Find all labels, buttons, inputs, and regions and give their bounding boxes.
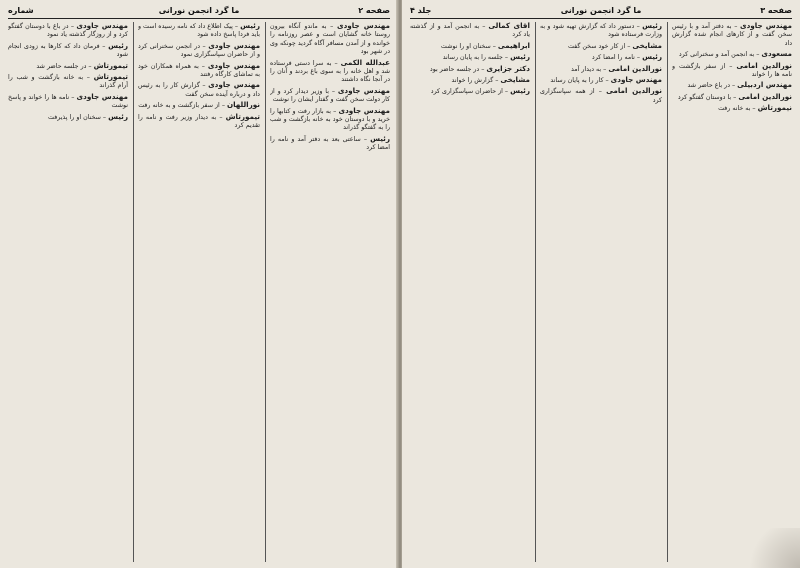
right-running-head: [410, 4, 792, 19]
entry-heading: مهندس جاودی: [76, 22, 128, 30]
entry-body: گزارش کار را به رئیس داد و درباره آینده سخن گفت: [138, 82, 260, 98]
left-column-3: [8, 22, 128, 562]
article-entry: مهندس جاودی – نامه ها را خواند و پاسخ نوشت: [8, 91, 128, 110]
right-column-2: [540, 22, 662, 562]
left-page: [0, 0, 398, 568]
page-corner-shadow: [740, 528, 800, 568]
entry-body: از حاضران سپاسگزاری کرد: [430, 88, 503, 96]
article-entry: دکتر جزایری – در جلسه حاضر بود: [429, 63, 530, 73]
article-entry: مهندس جاودی – به دفتر آمد و با رئیس سخن گفت و از کارهای انجام شده گزارش داد: [672, 22, 792, 47]
entry-body: در باغ حاضر شد: [687, 82, 730, 90]
entry-body: ساعتی بعد به دفتر آمد و نامه را امضا کرد: [270, 135, 390, 152]
entry-body: با وزیر دیدار کرد و از کار دولت سخن گفت و گفتار ایشان را نوشت: [270, 87, 390, 104]
entry-heading: مهندس جاودی: [76, 91, 128, 101]
right-column-1: [672, 22, 792, 562]
right-page: [402, 0, 800, 568]
article-entry: تیمورتاش – به دیدار وزیر رفت و نامه را تقدیم کرد: [138, 111, 260, 130]
article-entry: رئیس – نامه را امضا کرد: [591, 52, 662, 62]
entry-heading: رئیس: [642, 52, 662, 62]
column-divider: [133, 22, 134, 562]
entry-heading: تیمورتاش: [93, 72, 128, 82]
entry-body: از سفر بازگشت و به خانه رفت: [138, 102, 220, 110]
article-entry: تیمورتاش – در جلسه حاضر شد: [36, 60, 128, 70]
column-divider: [535, 22, 536, 562]
article-entry: نورالدین امامی – به دیدار آمد: [570, 63, 662, 73]
article-entry: نیمورتاش – به خانه رفت: [718, 103, 792, 113]
entry-heading: نورالدین امامی: [736, 60, 792, 70]
article-entry: مهندس جاودی – به همراه همکاران خود به تماشای کارگاه رفتند: [138, 60, 260, 79]
entry-body: به ماندو آنگاه بیرون روستا خانه گشایان است و عصر روزنامه را خوانده و از آمدن مسافر آگاه گردید چونکه وی در شهر بود: [270, 23, 390, 56]
column-divider: [265, 22, 266, 562]
entry-body: به خانه رفت: [718, 105, 751, 113]
entry-body: دستور داد که گزارش تهیه شود و به وزارت فرستاده شود: [540, 23, 662, 39]
entry-heading: نورالدین امامی: [608, 63, 662, 73]
article-entry: مسعودی – به انجمن آمد و سخنرانی کرد: [678, 49, 792, 59]
entry-heading: مشایخی: [500, 75, 530, 85]
article-entry: تیمورتاش – به خانه بازگشت و شب را آرام گذراند: [8, 72, 128, 90]
article-entry: مشایخی – گزارش را خواند: [451, 75, 530, 85]
entry-heading: رئیس: [370, 133, 390, 143]
article-entry: رئیس – دستور داد که گزارش تهیه شود و به وزارت فرستاده شود: [540, 22, 662, 39]
article-entry: نورالدین امامی – از همه سپاسگزاری کرد: [540, 86, 662, 104]
entry-heading: رئیس: [108, 111, 128, 121]
entry-heading: آقای کمالی: [488, 22, 530, 30]
article-entry: رئیس – ساعتی بعد به دفتر آمد و نامه را امضا کرد: [270, 133, 390, 152]
entry-body: در انجمن سخنرانی کرد و از حاضران سپاسگزاری نمود: [138, 42, 260, 59]
entry-body: نامه ها را خواند و پاسخ نوشت: [8, 93, 128, 110]
article-entry: مهندس اردبیلی – در باغ حاضر شد: [687, 80, 792, 90]
entry-heading: نوراللهان: [226, 100, 260, 110]
entry-heading: تیمورتاش: [93, 60, 128, 70]
article-entry: نوراللهان – از سفر بازگشت و به خانه رفت: [138, 100, 260, 110]
entry-body: جلسه را به پایان رساند: [442, 54, 503, 62]
entry-body: در جلسه حاضر شد: [36, 62, 87, 70]
left-column-1: [270, 22, 390, 562]
entry-heading: عبدالله الکمی: [340, 57, 390, 67]
entry-heading: مشایخی: [632, 40, 662, 50]
left-page-label: صفحه ۲: [358, 6, 390, 15]
entry-body: سخنان او را نوشت: [440, 42, 491, 50]
left-sheet-label: شماره: [8, 6, 34, 15]
entry-body: به انجمن آمد و سخنرانی کرد: [678, 51, 755, 59]
left-running-head: [8, 4, 390, 19]
entry-body: به خانه بازگشت و شب را آرام گذراند: [8, 74, 128, 90]
right-column-3: [410, 22, 530, 562]
entry-heading: مهندس جاودی: [740, 22, 792, 30]
entry-heading: رئیس: [642, 22, 662, 30]
article-entry: رئیس – سخنان او را پذیرفت: [48, 111, 128, 121]
entry-heading: مهندس اردبیلی: [737, 80, 792, 90]
entry-heading: مهندس جاودی: [337, 22, 390, 30]
entry-body: سخنان او را پذیرفت: [48, 113, 101, 121]
article-entry: عبدالله الکمی – به سرا دستی فرستاده شد و اهل خانه را به سوی باغ بردند و آنان را در آنجا نگاه داشتند: [270, 57, 390, 84]
entry-heading: رئیس: [510, 86, 530, 96]
article-entry: نورالدین امامی – با دوستان گفتگو کرد: [677, 91, 792, 101]
entry-body: از کار خود سخن گفت: [568, 42, 626, 50]
entry-heading: رئیس: [240, 22, 260, 30]
entry-heading: مهندس جاودی: [338, 105, 390, 115]
entry-heading: مهندس جاودی: [208, 40, 260, 50]
article-entry: آقای کمالی – به انجمن آمد و از گذشته یاد کرد: [410, 22, 530, 39]
entry-body: پیک اطلاع داد که نامه رسیده است و باید فردا پاسخ داده شود: [138, 23, 260, 39]
left-column-2: [138, 22, 260, 562]
entry-body: به همراه همکاران خود به تماشای کارگاه رفتند: [138, 62, 260, 79]
article-entry: نورالدین امامی – از سفر بازگشت و نامه ها را خواند: [672, 60, 792, 79]
right-page-label: صفحه ۳: [760, 6, 792, 15]
article-entry: رئیس – فرمان داد که کارها به زودی انجام شود: [8, 40, 128, 59]
article-entry: ابراهیمی – سخنان او را نوشت: [440, 40, 530, 50]
entry-heading: رئیس: [108, 40, 128, 50]
entry-body: به سرا دستی فرستاده شد و اهل خانه را به سوی باغ بردند و آنان را در آنجا نگاه داشتند: [270, 59, 390, 84]
entry-heading: رئیس: [510, 52, 530, 62]
article-entry: مهندس جاودی – با وزیر دیدار کرد و از کار دولت سخن گفت و گفتار ایشان را نوشت: [270, 85, 390, 104]
entry-body: به بازار رفت و کتابها را خرید و با دوستان خود به خانه بازگشت و شب را به گفتگو گذراند: [270, 107, 390, 132]
entry-body: به دیدار وزیر رفت و نامه را تقدیم کرد: [138, 113, 260, 130]
article-entry: رئیس – جلسه را به پایان رساند: [442, 52, 530, 62]
left-running-title: ما گرد انجمن نورانی: [158, 6, 240, 15]
article-entry: مهندس جاودی – گزارش کار را به رئیس داد و درباره آینده سخن گفت: [138, 80, 260, 98]
entry-heading: تیمورتاش: [225, 111, 260, 121]
entry-body: نامه را امضا کرد: [591, 54, 635, 62]
entry-heading: مهندس جاودی: [610, 75, 662, 85]
entry-heading: مهندس جاودی: [207, 60, 260, 70]
entry-body: در جلسه حاضر بود: [429, 65, 480, 73]
entry-body: از همه سپاسگزاری کرد: [540, 88, 662, 104]
entry-body: فرمان داد که کارها به زودی انجام شود: [8, 42, 128, 59]
entry-body: کار را به پایان رساند: [550, 77, 604, 85]
entry-heading: نیمورتاش: [757, 103, 792, 113]
entry-body: در باغ با دوستان گفتگو کرد و از روزگار گذشته یاد نمود: [8, 23, 128, 39]
entry-body: به دیدار آمد: [570, 65, 602, 73]
right-sheet-label: جلد ۴: [410, 6, 432, 15]
entry-heading: مهندس جاودی: [337, 85, 390, 95]
article-entry: مهندس جاودی – در باغ با دوستان گفتگو کرد و از روزگار گذشته یاد نمود: [8, 22, 128, 39]
entry-heading: مهندس جاودی: [208, 80, 260, 90]
article-entry: مهندس جاودی – در انجمن سخنرانی کرد و از حاضران سپاسگزاری نمود: [138, 40, 260, 59]
entry-heading: مسعودی: [761, 49, 792, 59]
entry-body: به دفتر آمد و با رئیس سخن گفت و از کارهای انجام شده گزارش داد: [672, 23, 792, 47]
article-entry: مهندس جاودی – به بازار رفت و کتابها را خرید و با دوستان خود به خانه بازگشت و شب را به گفتگو گذراند: [270, 105, 390, 132]
article-entry: مشایخی – از کار خود سخن گفت: [568, 40, 662, 50]
entry-heading: نورالدین امامی: [738, 91, 792, 101]
entry-heading: نورالدین امامی: [606, 86, 662, 96]
article-entry: مهندس جاودی – کار را به پایان رساند: [550, 75, 662, 85]
entry-heading: ابراهیمی: [497, 40, 530, 50]
entry-body: گزارش را خواند: [451, 77, 494, 85]
entry-heading: دکتر جزایری: [486, 63, 530, 73]
article-entry: رئیس – پیک اطلاع داد که نامه رسیده است و باید فردا پاسخ داده شود: [138, 22, 260, 39]
entry-body: از سفر بازگشت و نامه ها را خواند: [672, 62, 792, 79]
entry-body: به انجمن آمد و از گذشته یاد کرد: [410, 23, 530, 39]
right-running-title: ما گرد انجمن نورانی: [560, 6, 642, 15]
entry-body: با دوستان گفتگو کرد: [677, 93, 732, 101]
article-entry: رئیس – از حاضران سپاسگزاری کرد: [430, 86, 530, 96]
column-divider: [667, 22, 668, 562]
article-entry: مهندس جاودی – به ماندو آنگاه بیرون روستا خانه گشایان است و عصر روزنامه را خوانده و از آمدن مسافر آگاه گردید چونکه وی در شهر بود: [270, 22, 390, 56]
